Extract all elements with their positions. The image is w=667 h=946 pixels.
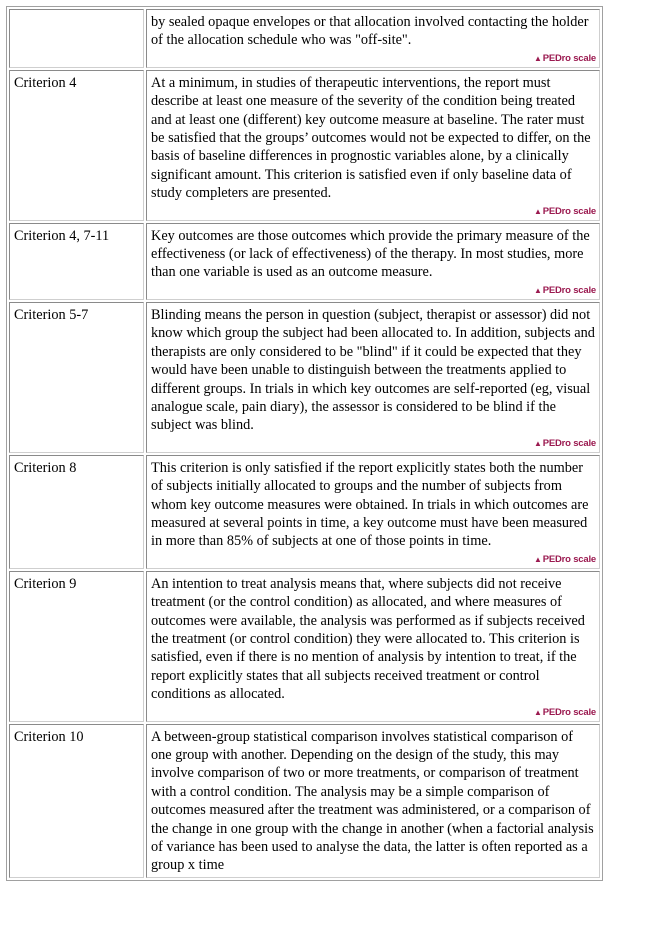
criterion-cell: Criterion 4 <box>9 70 144 221</box>
description-cell <box>146 724 600 878</box>
pedro-scale-link[interactable] <box>151 285 596 297</box>
up-triangle-icon: ▲ <box>534 53 542 63</box>
table-row <box>9 571 600 722</box>
pedro-scale-link-label: PEDro scale <box>542 437 596 449</box>
description-text: This criterion is only satisfied if the report explicitly states both the number of subjects initially allocated to groups and the number of subjects from whom key outcome measures were obtained. In trials in which outcomes are measured at several points in time, a key outcome must have been measured in more than 85% of subjects at one of those points in time. <box>151 459 589 550</box>
description-text: Blinding means the person in question (subject, therapist or assessor) did not know which group the subject had been allocated to. In addition, subjects and therapists are only considered to be "blind" if it could be expected that they would have been unable to distinguish between the treatments applied to different groups. In trials in which key outcomes are self-reported (eg, visual analogue scale, pain diary), the assessor is considered to be blind if the subject was blind. <box>151 306 595 434</box>
up-triangle-icon: ▲ <box>534 554 542 564</box>
criterion-cell: Criterion 4, 7-11 <box>9 223 144 300</box>
table-row <box>9 70 600 221</box>
table-row <box>9 302 600 453</box>
description-cell <box>146 571 600 722</box>
description-text: A between-group statistical comparison involves statistical comparison of one group with another. Depending on the design of the study, this may involve comparison of two or more treatments, or comparison of treatment with a control condition. The analysis may be a simple comparison of outcomes measured after the treatment was administered, or a comparison of the change in one group with the change in another (when a factorial analysis of variance has been used to analyse the data, the latter is often reported as a group x time <box>151 728 594 874</box>
description-text: An intention to treat analysis means that, where subjects did not receive treatment (or the control condition) as allocated, and where measures of outcomes were available, the analysis was performed as if subjects received the treatment (or control condition) they were allocated to. This criterion is satisfied, even if there is no mention of analysis by intention to treat, if the report explicitly states that all subjects received treatment or control conditions as allocated. <box>151 575 585 703</box>
criterion-cell: Criterion 10 <box>9 724 144 878</box>
pedro-scale-link-label: PEDro scale <box>542 205 596 217</box>
table-row <box>9 223 600 300</box>
up-triangle-icon: ▲ <box>534 285 542 295</box>
pedro-criteria-table <box>6 6 603 881</box>
criterion-cell: Criterion 5-7 <box>9 302 144 453</box>
table-row <box>9 455 600 569</box>
description-cell <box>146 9 600 68</box>
pedro-scale-link-label: PEDro scale <box>542 553 596 565</box>
up-triangle-icon: ▲ <box>534 206 542 216</box>
up-triangle-icon: ▲ <box>534 707 542 717</box>
description-cell <box>146 455 600 569</box>
pedro-scale-link[interactable] <box>151 707 596 719</box>
pedro-scale-link[interactable] <box>151 554 596 566</box>
pedro-scale-link-label: PEDro scale <box>542 706 596 718</box>
table-row <box>9 724 600 878</box>
table-row <box>9 9 600 68</box>
description-text: by sealed opaque envelopes or that allocation involved contacting the holder of the allocation schedule who was "off-site". <box>151 14 589 49</box>
pedro-scale-link[interactable] <box>151 206 596 218</box>
description-cell <box>146 223 600 300</box>
pedro-scale-link-label: PEDro scale <box>542 284 596 296</box>
pedro-scale-link[interactable] <box>151 438 596 450</box>
description-text: Key outcomes are those outcomes which provide the primary measure of the effectiveness (or lack of effectiveness) of the therapy. In most studies, more than one variable is used as an outcome measure. <box>151 227 590 281</box>
criterion-cell <box>9 9 144 68</box>
criterion-cell: Criterion 9 <box>9 571 144 722</box>
pedro-scale-link[interactable] <box>151 53 596 65</box>
up-triangle-icon: ▲ <box>534 438 542 448</box>
criterion-cell: Criterion 8 <box>9 455 144 569</box>
description-cell <box>146 302 600 453</box>
description-cell <box>146 70 600 221</box>
pedro-scale-link-label: PEDro scale <box>542 52 596 64</box>
description-text: At a minimum, in studies of therapeutic interventions, the report must describe at least one measure of the severity of the condition being treated and at least one (different) key outcome measure at baseline. The rater must be satisfied that the groups’ outcomes would not be expected to differ, on the basis of baseline differences in prognostic variables alone, by a clinically significant amount. This criterion is satisfied even if only baseline data of study completers are presented. <box>151 74 591 202</box>
